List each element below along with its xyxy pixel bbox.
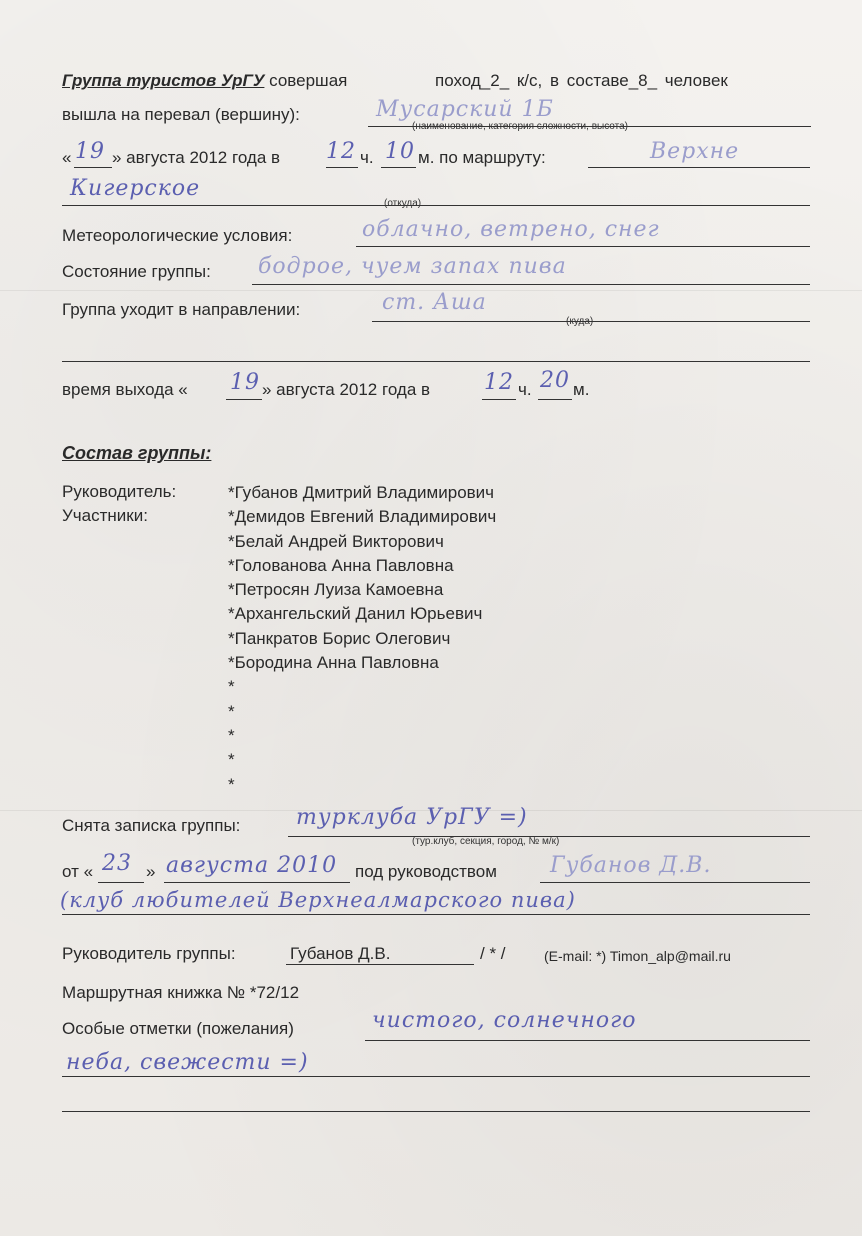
removal-lead-handwritten: Губанов Д.В.	[550, 853, 712, 878]
member-item: *	[228, 677, 235, 697]
member-item: *	[228, 701, 235, 721]
direction-handwritten: ст. Аша	[382, 290, 487, 315]
arrival-hour: 12	[326, 139, 356, 164]
members-list	[228, 481, 496, 797]
intro-text-b: поход_2_ к/с, в составе_8_ человек	[435, 71, 728, 90]
arrival-minute: 10	[385, 139, 415, 164]
state-underline	[252, 284, 810, 285]
member-item: *Архангельский Данил Юрьевич	[228, 604, 483, 624]
departure-mid: » августа 2012 года в	[262, 380, 431, 399]
member-item: *	[228, 750, 235, 770]
departure-hour: 12	[484, 370, 514, 395]
pass-handwritten: Мусарский 1Б	[376, 97, 554, 122]
member-item: *	[228, 725, 235, 745]
weather-label: Метеорологические условия:	[62, 226, 293, 245]
removal-club-underline	[62, 914, 810, 915]
notes-underline-3	[62, 1111, 810, 1112]
removal-label: Снята записка группы:	[62, 816, 241, 835]
removal-month-year: августа 2010	[166, 853, 338, 878]
member-item: *	[228, 774, 235, 794]
route-handwritten: Верхне	[650, 139, 740, 164]
removal-handwritten: турклубa УрГУ =)	[296, 805, 528, 830]
departure-minute: 20	[540, 368, 570, 393]
departure-day: 19	[230, 370, 260, 395]
hour-label: ч.	[360, 148, 374, 167]
arrival-day: 19	[75, 139, 105, 164]
removal-day: 23	[102, 851, 132, 876]
member-item: *Панкратов Борис Олегович	[228, 628, 451, 648]
weather-handwritten: облачно, ветрено, снег	[362, 217, 660, 242]
member-item: *Голованова Анна Павловна	[228, 555, 454, 575]
removal-from-open: от «	[62, 862, 94, 881]
notes-underline-2	[62, 1076, 810, 1077]
removal-from-close: »	[146, 862, 156, 881]
notes-handwritten-2: неба, свежести =)	[66, 1050, 309, 1075]
removal-day-underline	[98, 882, 144, 883]
departure-prefix: время выхода «	[62, 380, 188, 399]
member-item: *Белай Андрей Викторович	[228, 531, 444, 551]
footer-email: (E-mail: *) Timon_alp@mail.ru	[544, 948, 731, 964]
from-handwritten: Кигерское	[70, 176, 201, 201]
removal-caption: (тур.клуб, секция, город, № м/к)	[412, 836, 560, 847]
blank-underline	[62, 361, 810, 362]
intro-text-a: совершая	[269, 71, 348, 90]
weather-underline	[356, 246, 810, 247]
footer-leader-label: Руководитель группы:	[62, 944, 236, 963]
header-line-1	[62, 71, 347, 91]
route-book: Маршрутная книжка № *72/12	[62, 983, 300, 1002]
notes-label: Особые отметки (пожелания)	[62, 1019, 294, 1038]
group-heading: Состав группы:	[62, 443, 212, 463]
arrival-day-underline	[74, 167, 112, 168]
member-item: *Демидов Евгений Владимирович	[228, 507, 497, 527]
date-mid: » августа 2012 года в	[112, 148, 281, 167]
leader-label: Руководитель:	[62, 482, 177, 501]
state-label: Состояние группы:	[62, 262, 211, 281]
state-handwritten: бодрое, чуем запах пива	[258, 254, 567, 279]
from-caption: (откуда)	[384, 198, 422, 209]
route-label: м. по маршруту:	[418, 148, 546, 167]
arrival-minute-underline	[381, 167, 416, 168]
removal-lead-underline	[540, 882, 810, 883]
direction-caption: (куда)	[566, 316, 594, 327]
departure-h-label: ч.	[518, 380, 532, 399]
departure-day-underline	[226, 399, 262, 400]
member-item: *Бородина Анна Павловна	[228, 653, 439, 673]
notes-handwritten-1: чистого, солнечного	[372, 1008, 637, 1033]
notes-underline-1	[365, 1040, 810, 1041]
departure-minute-underline	[538, 399, 572, 400]
member-item: *Петросян Луиза Камоевна	[228, 580, 444, 600]
pass-caption: (наименование, категория сложности, высота)	[412, 121, 629, 132]
date-open: «	[62, 148, 72, 167]
removal-lead-label: под руководством	[355, 862, 497, 881]
removal-month-underline	[164, 882, 350, 883]
removal-club-handwritten: (клуб любителей Верхнеалмарского пива)	[60, 888, 576, 912]
direction-label: Группа уходит в направлении:	[62, 300, 301, 319]
route-underline	[588, 167, 810, 168]
member-item: *Губанов Дмитрий Владимирович	[228, 483, 495, 502]
arrival-hour-underline	[326, 167, 358, 168]
group-name: Группа туристов УрГУ	[62, 71, 265, 90]
from-underline	[62, 205, 810, 206]
departure-hour-underline	[482, 399, 516, 400]
footer-leader-mark: / * /	[480, 944, 506, 963]
footer-leader-value: Губанов Д.В.	[290, 944, 391, 963]
members-label: Участники:	[62, 506, 148, 525]
footer-leader-underline	[286, 964, 474, 965]
pass-label: вышла на перевал (вершину):	[62, 105, 300, 124]
departure-suffix: м.	[573, 380, 590, 399]
